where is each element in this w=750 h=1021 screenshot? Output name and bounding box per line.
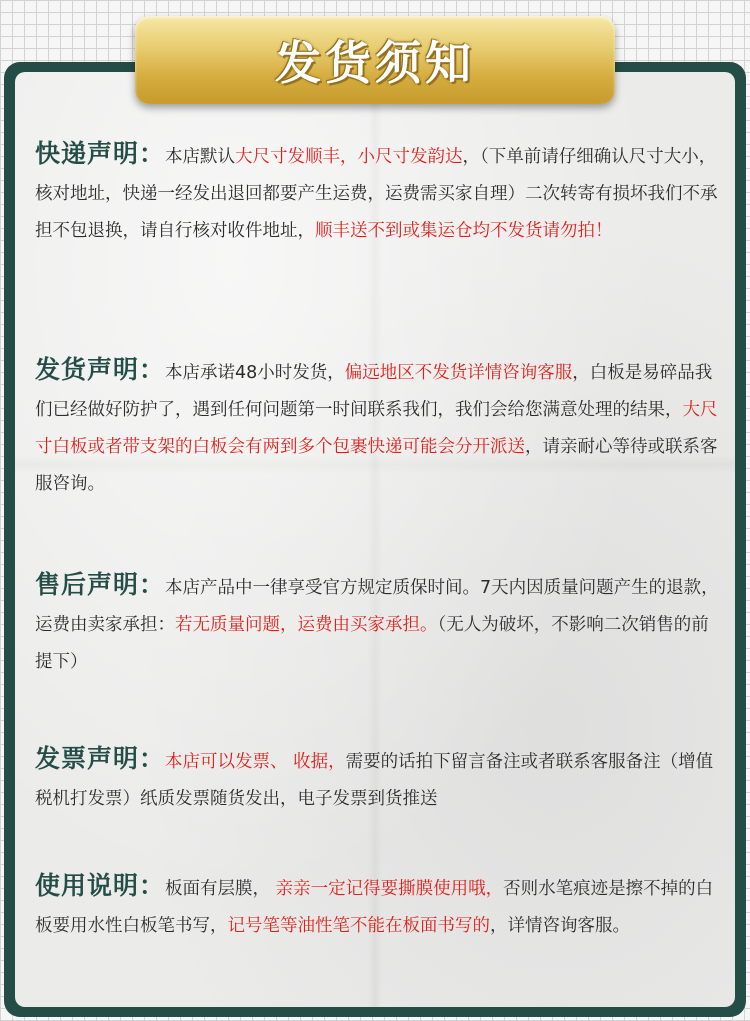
section-heading: 发票声明： (35, 744, 166, 773)
title-banner (135, 16, 615, 104)
body-text: ，详情咨询客服。 (490, 916, 630, 936)
body-text: ，（下单前请仔细确认尺寸大小，核对地址，快递一经发出退回都要产生运费，运费需买家自理）二次转寄有损坏我们不承担不包退换，请自行核对收件地址， (35, 147, 718, 241)
highlight-text: 记号笔等油性笔不能在板面书写的 (227, 916, 490, 936)
highlight-text: 大尺寸白板或者带支架的白板会有两到多个包裹快递可能会分开派送 (35, 400, 718, 457)
body-text: 需要的话拍下留言备注或者联系客服备注（增值税机打发票）纸质发票随货发出，电子发票到货推送 (35, 752, 714, 809)
body-text: 本店产品中一律享受官方规定质保时间。7天内因质量问题产生的退款，运费由卖家承担： (35, 578, 719, 635)
highlight-text: 偏远地区不发货详情咨询客服 (344, 363, 573, 383)
notice-paper (15, 72, 735, 1007)
section-heading: 使用说明： (35, 871, 166, 900)
highlight-text: 本店可以发票、 收据， (165, 752, 346, 772)
body-text: ，请亲耐心等待或联系客服咨询。 (35, 437, 718, 494)
section-heading: 发货声明： (35, 355, 166, 384)
highlight-text: 亲亲一定记得要撕膜使用哦， (275, 879, 504, 899)
section-invoice (35, 740, 720, 818)
highlight-text: 顺丰送不到或集运仓均不发货请勿拍！ (315, 221, 613, 241)
body-text: 本店承诺48小时发货， (165, 363, 345, 383)
frame (4, 62, 746, 1017)
body-text: 本店默认 (165, 147, 236, 167)
section-after-sales (35, 566, 720, 681)
section-heading: 售后声明： (35, 570, 166, 599)
body-text: 否则水笔痕迹是擦不掉的白板要用水性白板笔书写， (35, 879, 714, 936)
section-shipping (35, 351, 720, 503)
body-text: 板面有层膜， (165, 879, 276, 899)
section-heading: 快递声明： (35, 139, 166, 168)
section-express (35, 135, 720, 250)
highlight-text: 若无质量问题，运费由买家承担。 (175, 615, 438, 635)
page-title: 发货须知 (275, 36, 475, 90)
highlight-text: 大尺寸发顺丰，小尺寸发韵达 (235, 147, 463, 167)
section-usage (35, 867, 720, 945)
body-text: ，白板是易碎品我们已经做好防护了，遇到任何问题第一时间联系我们，我们会给您满意处理的结果， (35, 363, 713, 420)
body-text: （无人为破坏，不影响二次销售的前提下） (35, 615, 709, 672)
